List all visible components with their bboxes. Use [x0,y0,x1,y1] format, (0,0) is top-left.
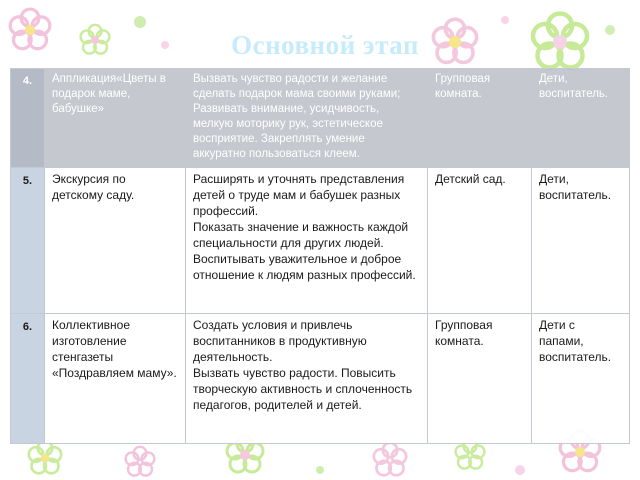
place-cell: Групповая комната. [428,69,532,168]
activity-cell: Экскурсия по детскому саду. [45,168,186,314]
table-row [11,69,630,168]
activity-cell: Коллективное изготовление стенгазеты «Поздравляем маму». [45,314,186,444]
goal-cell: Вызвать чувство радости и желание сделать подарок мама своими руками; Развивать внимание, усидчивость, мелкую моторику рук, эстетическое восприятие. Закреплять умение аккуратно пользоваться клеем. [186,69,428,168]
flower-icon [456,440,485,469]
row-number: 6. [11,314,45,444]
participants-cell: Дети, воспитатель. [532,168,630,314]
activity-cell: Аппликация«Цветы в подарок маме, бабушке» [45,69,186,168]
participants-cell: Дети, воспитатель. [532,69,630,168]
page-title: Основной этап [231,30,419,60]
activity-plan-table [10,68,630,444]
place-cell: Детский сад. [428,168,532,314]
place-cell: Групповая комната. [428,314,532,444]
flower-icon [126,447,155,476]
goal-cell: Расширять и уточнять представления детей о труде мам и бабушек разных профессий. Показать значение и важность каждой специальности для других людей. Воспитывать уважительное и доброе отношение к людям разных профессий. [186,168,428,314]
table-row [11,314,630,444]
flower-icon [374,443,406,475]
row-number: 5. [11,168,45,314]
row-number: 4. [11,69,45,168]
goal-cell: Создать условия и привлечь воспитанников в продуктивную деятельность. Вызвать чувство радости. Повысить творческую активность и сплоченность педагогов, родителей и детей. [186,314,428,444]
table-row [11,168,630,314]
participants-cell: Дети с папами, воспитатель. [532,314,630,444]
